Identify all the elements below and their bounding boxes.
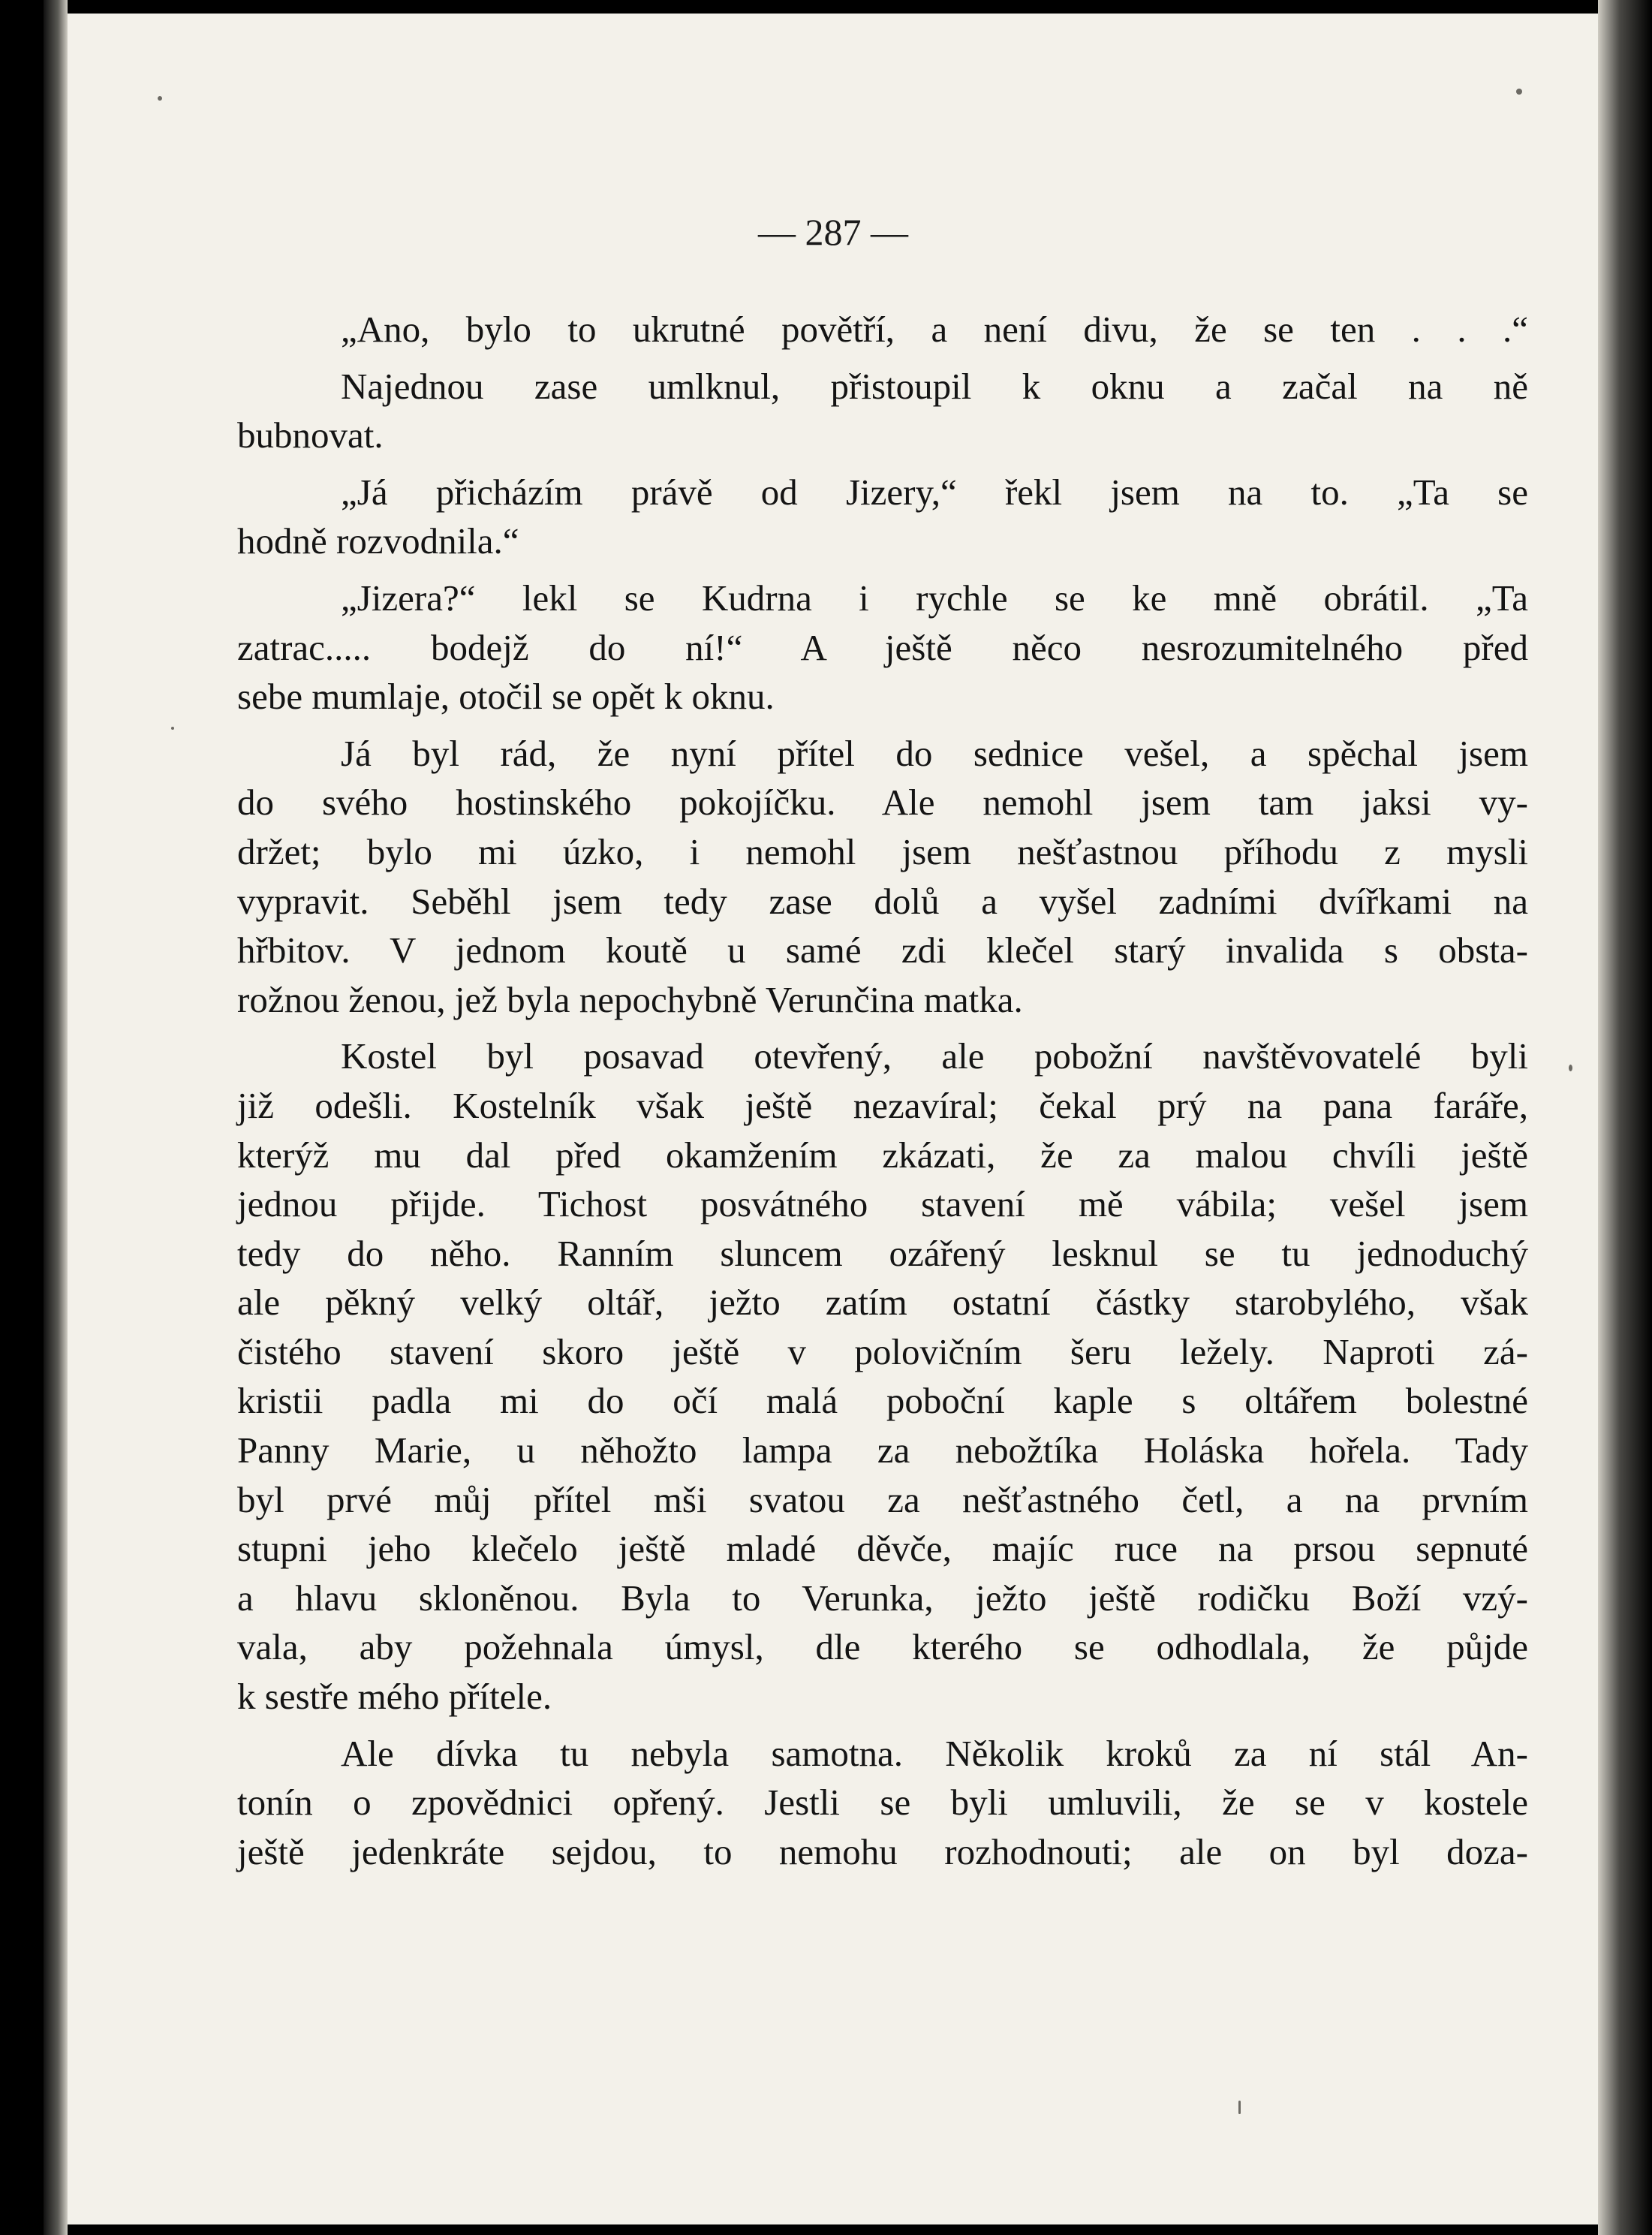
paragraph-gap [237, 1024, 1528, 1032]
text-line: kristii padla mi do očí malá poboční kaple s oltářem bolestné [237, 1380, 1528, 1422]
paragraph-gap [237, 721, 1528, 729]
text-line: do svého hostinského pokojíčku. Ale nemohl jsem tam jaksi vy- [237, 782, 1528, 824]
scan-speck [1238, 2101, 1241, 2114]
paragraph-gap [237, 354, 1528, 362]
text-line: jednou přijde. Tichost posvátného stavení mě vábila; vešel jsem [237, 1183, 1528, 1225]
paragraph-gap [237, 460, 1528, 468]
text-line: k sestře mého přítele. [237, 1676, 552, 1718]
scan-right-edge [1598, 0, 1652, 2235]
scan-speck [1516, 89, 1522, 95]
body-text [237, 305, 1528, 1876]
paragraph-gap [237, 566, 1528, 574]
book-page [68, 14, 1599, 2224]
text-line: Panny Marie, u něhožto lampa za nebožtíka Holáska hořela. Tady [237, 1429, 1528, 1471]
paragraph-gap [237, 1721, 1528, 1729]
text-line: ale pěkný velký oltář, ježto zatím ostatní částky starobylého, však [237, 1282, 1528, 1324]
text-line: čistého stavení skoro ještě v polovičním šeru ležely. Naproti zá- [237, 1330, 1528, 1372]
text-line: tonín o zpovědnici opřený. Jestli se byli umluvili, že se v kostele [237, 1782, 1528, 1824]
text-line: Najednou zase umlknul, přistoupil k oknu a začal na ně [341, 365, 1528, 407]
text-line: tedy do něho. Ranním sluncem ozářený lesknul se tu jednoduchý [237, 1232, 1528, 1274]
text-line: sebe mumlaje, otočil se opět k oknu. [237, 676, 775, 718]
scan-speck [158, 96, 162, 101]
text-line: „Já přicházím právě od Jizery,“ řekl jsem na to. „Ta se [341, 471, 1528, 513]
page-number: — 287 — [758, 211, 908, 253]
text-line: kterýž mu dal před okamžením zkázati, že za malou chvíli ještě [237, 1134, 1528, 1176]
text-line: byl prvé můj přítel mši svatou za nešťastného četl, a na prvním [237, 1478, 1528, 1520]
text-line: Ale dívka tu nebyla samotna. Několik kroků za ní stál An- [341, 1732, 1528, 1774]
text-line: již odešli. Kostelník však ještě nezavíral; čekal prý na pana faráře, [237, 1084, 1528, 1126]
text-line: ještě jedenkráte sejdou, to nemohu rozhodnouti; ale on byl doza- [237, 1830, 1528, 1872]
text-line: „Ano, bylo to ukrutné povětří, a není divu, že se ten . . .“ [341, 309, 1528, 350]
text-line: Kostel byl posavad otevřený, ale pobožní navštěvovatelé byli [341, 1035, 1528, 1077]
text-line: hodně rozvodnila.“ [237, 520, 519, 562]
scan-speck [171, 727, 174, 730]
text-line: „Jizera?“ lekl se Kudrna i rychle se ke mně obrátil. „Ta [341, 577, 1528, 619]
text-line: vypravit. Seběhl jsem tedy zase dolů a vyšel zadními dvířkami na [237, 880, 1528, 922]
text-line: bubnovat. [237, 414, 384, 456]
text-line: a hlavu skloněnou. Byla to Verunka, ježto ještě rodičku Boží vzý- [237, 1577, 1528, 1619]
text-line: zatrac..... bodejž do ní!“ A ještě něco nesrozumitelného před [237, 626, 1528, 668]
text-line: hřbitov. V jednom koutě u samé zdi klečel starý invalida s obsta- [237, 929, 1528, 971]
scan-left-edge [44, 0, 68, 2235]
text-line: vala, aby požehnala úmysl, dle kterého se odhodlala, že půjde [237, 1626, 1528, 1668]
text-line: držet; bylo mi úzko, i nemohl jsem nešťastnou příhodu z mysli [237, 830, 1528, 872]
text-line: stupni jeho klečelo ještě mladé děvče, majíc ruce na prsou sepnuté [237, 1528, 1528, 1570]
scan-speck [1569, 1065, 1572, 1071]
text-line: Já byl rád, že nyní přítel do sednice vešel, a spěchal jsem [341, 732, 1528, 774]
text-line: rožnou ženou, jež byla nepochybně Verunčina matka. [237, 978, 1023, 1020]
